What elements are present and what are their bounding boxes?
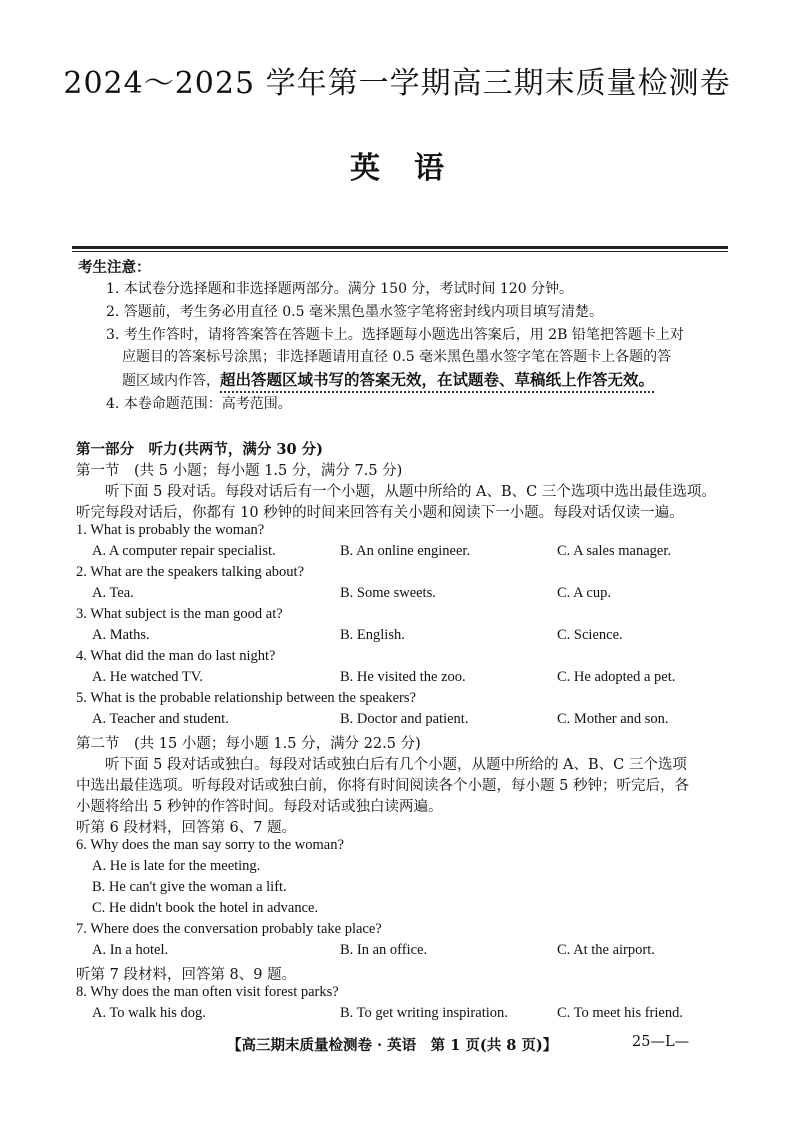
option-2c: C. A cup. [557,585,611,601]
option-1b: B. An online engineer. [340,543,471,559]
question-5: 5. What is the probable relationship between the speakers? [76,690,416,706]
subject-title: 英语 [350,151,478,186]
question-2: 2. What are the speakers talking about? [76,564,305,580]
option-6c: C. He didn't book the hotel in advance. [92,900,319,916]
footer-code: 25—L— [632,1034,690,1050]
question-4: 4. What did the man do last night? [76,648,276,664]
question-3: 3. What subject is the man good at? [76,606,283,622]
option-8b: B. To get writing inspiration. [340,1005,508,1021]
section2-heading: 第二节 (共 15 小题；每小题 1.5 分，满分 22.5 分) [76,736,421,752]
option-4b: B. He visited the zoo. [340,669,466,685]
option-2b: B. Some sweets. [340,585,436,601]
notice-item-3-line-3 [122,368,654,393]
option-4a: A. He watched TV. [92,669,204,685]
header-divider-thin [72,251,728,252]
option-5b: B. Doctor and patient. [340,711,469,727]
option-1a: A. A computer repair specialist. [92,543,276,559]
material-7-instruction: 听第 7 段材料，回答第 8、9 题。 [76,967,297,983]
notice-item-1: 1. 本试卷分选择题和非选择题两部分。满分 150 分，考试时间 120 分钟。 [106,281,574,297]
option-8a: A. To walk his dog. [92,1005,206,1021]
option-5c: C. Mother and son. [557,711,669,727]
notice-item-4: 4. 本卷命题范围：高考范围。 [106,396,292,412]
section2-instruction-2: 中选出最佳选项。听每段对话或独白前，你将有时间阅读各个小题，每小题 5 秒钟；听完后，各 [76,778,689,794]
option-3b: B. English. [340,627,405,643]
option-1c: C. A sales manager. [557,543,671,559]
option-7b: B. In an office. [340,942,428,958]
option-4c: C. He adopted a pet. [557,669,676,685]
notice-item-3-line-3-text: 题区域内作答， [122,373,220,389]
exam-title: 2024～2025 学年第一学期高三期末质量检测卷 [63,66,731,101]
option-7c: C. At the airport. [557,942,655,958]
page-footer: 【高三期末质量检测卷 · 英语 第 1 页(共 8 页)】 [227,1037,558,1054]
option-3a: A. Maths. [92,627,150,643]
notice-warning: 超出答题区域书写的答案无效，在试题卷、草稿纸上作答无效。 [220,368,654,393]
option-8c: C. To meet his friend. [557,1005,683,1021]
question-8: 8. Why does the man often visit forest parks? [76,984,339,1000]
material-6-instruction: 听第 6 段材料，回答第 6、7 题。 [76,820,297,836]
option-7a: A. In a hotel. [92,942,169,958]
option-5a: A. Teacher and student. [92,711,229,727]
question-6: 6. Why does the man say sorry to the woman? [76,837,344,853]
option-6a: A. He is late for the meeting. [92,858,261,874]
option-3c: C. Science. [557,627,623,643]
option-6b: B. He can't give the woman a lift. [92,879,287,895]
section1-instruction-2: 听完每段对话后，你都有 10 秒钟的时间来回答有关小题和阅读下一小题。每段对话仅读一遍。 [76,505,684,521]
question-1: 1. What is probably the woman? [76,522,265,538]
notice-heading: 考生注意： [78,259,151,276]
notice-item-3-line-2: 应题目的答案标号涂黑；非选择题请用直径 0.5 毫米黑色墨水签字笔在答题卡上各题的答 [122,349,672,365]
option-2a: A. Tea. [92,585,134,601]
header-divider [72,246,728,249]
question-7: 7. Where does the conversation probably take place? [76,921,382,937]
section1-heading: 第一节 (共 5 小题；每小题 1.5 分，满分 7.5 分) [76,463,403,479]
notice-item-3-line-1: 3. 考生作答时，请将答案答在答题卡上。选择题每小题选出答案后，用 2B 铅笔把答题卡上对 [106,327,684,343]
section2-instruction-1: 听下面 5 段对话或独白。每段对话或独白后有几个小题，从题中所给的 A、B、C 三个选项 [105,757,687,773]
notice-item-2: 2. 答题前，考生务必用直径 0.5 毫米黑色墨水签字笔将密封线内项目填写清楚。 [106,304,603,320]
section1-instruction-1: 听下面 5 段对话。每段对话后有一个小题，从题中所给的 A、B、C 三个选项中选出最佳选项。 [105,484,716,500]
part1-heading: 第一部分 听力(共两节，满分 30 分) [76,441,323,458]
section2-instruction-3: 小题将给出 5 秒钟的作答时间。每段对话或独白读两遍。 [76,799,443,815]
